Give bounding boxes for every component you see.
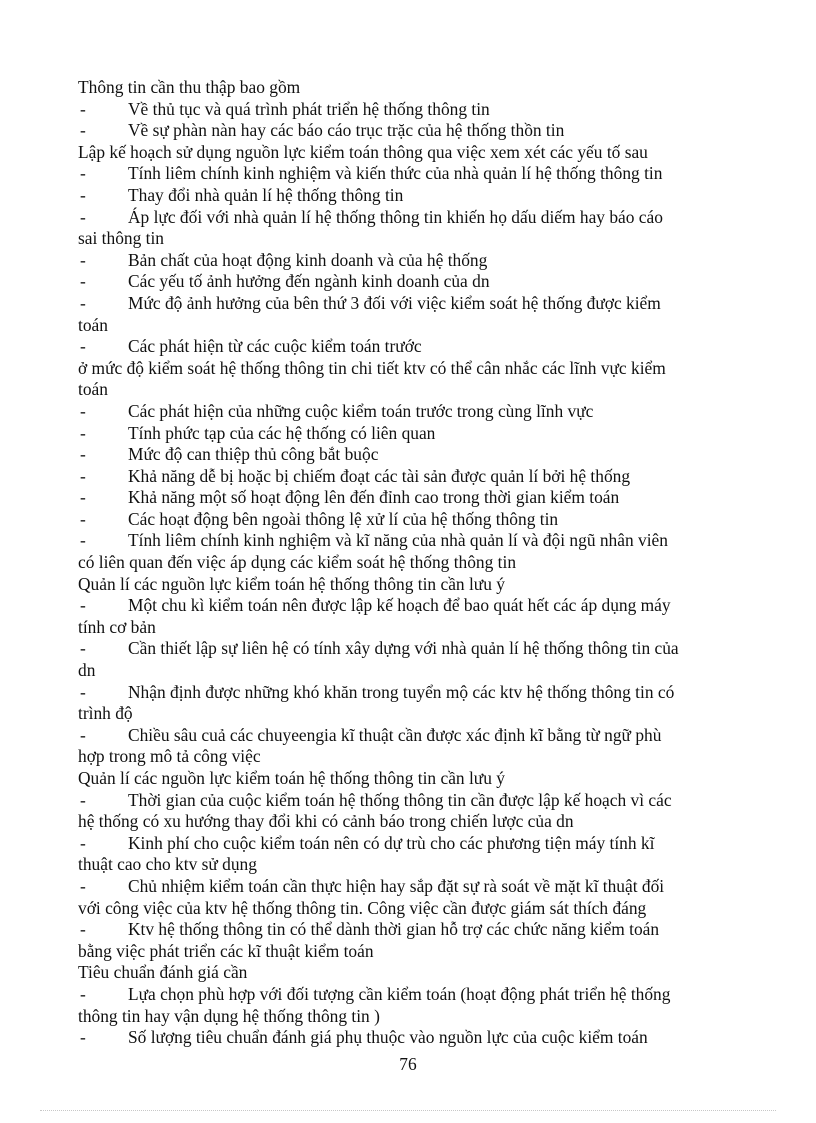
continuation-line: thông tin hay vận dụng hệ thống thông tin ) <box>78 1005 380 1026</box>
bullet-dash: - <box>80 983 86 1004</box>
paragraph-line: Lập kế hoạch sử dụng nguồn lực kiểm toán thông qua việc xem xét các yếu tố sau <box>78 141 648 162</box>
bullet-item <box>78 120 738 142</box>
bullet-item <box>78 207 738 229</box>
bullet-dash: - <box>80 638 86 659</box>
bullet-dash: - <box>80 98 86 119</box>
bullet-item <box>78 509 738 531</box>
bullet-dash: - <box>80 681 86 702</box>
bullet-text: Một chu kì kiểm toán nên được lập kế hoạch để bao quát hết các áp dụng máy <box>128 595 671 616</box>
paragraph-line: Quản lí các nguồn lực kiểm toán hệ thống thông tin cần lưu ý <box>78 768 505 788</box>
continuation-line: với công việc của ktv hệ thống thông tin. Công việc cần được giám sát thích đáng <box>78 897 647 918</box>
bullet-dash: - <box>80 120 86 141</box>
bullet-dash: - <box>80 919 86 940</box>
bullet-item <box>78 919 738 941</box>
bullet-item <box>78 530 738 552</box>
bullet-text: Áp lực đối với nhà quản lí hệ thống thông tin khiến họ dấu diếm hay báo cáo <box>128 206 663 227</box>
continuation-line: trình độ <box>78 703 133 724</box>
bullet-text: Kinh phí cho cuộc kiểm toán nên có dự trù cho các phương tiện máy tính kĩ <box>128 832 655 853</box>
continuation-line: toán <box>78 314 108 335</box>
continuation-line: toán <box>78 379 108 400</box>
paragraph-line: Quản lí các nguồn lực kiểm toán hệ thống thông tin cần lưu ý <box>78 573 505 594</box>
bullet-dash: - <box>80 832 86 853</box>
bullet-dash: - <box>80 444 86 465</box>
bullet-text: Các phát hiện của những cuộc kiểm toán trước trong cùng lĩnh vực <box>128 400 594 421</box>
bullet-text: Tính phức tạp của các hệ thống có liên quan <box>128 422 436 443</box>
page-bottom-divider <box>40 1110 776 1111</box>
bullet-text: Số lượng tiêu chuẩn đánh giá phụ thuộc vào nguồn lực của cuộc kiểm toán <box>128 1027 648 1048</box>
bullet-item <box>78 271 738 293</box>
bullet-dash: - <box>80 271 86 292</box>
bullet-dash: - <box>80 163 86 184</box>
bullet-text: Khả năng một số hoạt động lên đến đỉnh cao trong thời gian kiểm toán <box>128 487 620 508</box>
bullet-dash: - <box>80 530 86 551</box>
bullet-item <box>78 1027 738 1049</box>
bullet-item <box>78 876 738 898</box>
bullet-text: Bản chất của hoạt động kinh doanh và của hệ thống <box>128 249 488 270</box>
continuation-line: tính cơ bản <box>78 616 156 637</box>
bullet-item <box>78 423 738 445</box>
bullet-item <box>78 682 738 704</box>
bullet-text: Mức độ can thiệp thủ công bắt buộc <box>128 444 379 465</box>
bullet-text: Nhận định được những khó khăn trong tuyển mộ các ktv hệ thống thông tin có <box>128 681 675 702</box>
bullet-text: Các yếu tố ảnh hưởng đến ngành kinh doanh của dn <box>128 271 490 292</box>
bullet-dash: - <box>80 487 86 508</box>
continuation-line: dn <box>78 660 96 681</box>
bullet-text: Chiều sâu cuả các chuyeengia kĩ thuật cần được xác định kĩ bằng từ ngữ phù <box>128 724 662 745</box>
bullet-text: Khả năng dễ bị hoặc bị chiếm đoạt các tài sản được quản lí bởi hệ thống <box>128 465 631 486</box>
bullet-text: Về thủ tục và quá trình phát triển hệ thống thông tin <box>128 98 490 119</box>
bullet-text: Lựa chọn phù hợp với đối tượng cần kiểm toán (hoạt động phát triển hệ thống <box>128 983 671 1004</box>
bullet-text: Thay đổi nhà quản lí hệ thống thông tin <box>128 184 404 205</box>
continuation-line: bằng việc phát triển các kĩ thuật kiểm toán <box>78 940 374 961</box>
continuation-line: có liên quan đến việc áp dụng các kiểm soát hệ thống thông tin <box>78 552 517 573</box>
bullet-item <box>78 250 738 272</box>
bullet-text: Ktv hệ thống thông tin có thể dành thời gian hỗ trợ các chức năng kiểm toán <box>128 919 660 940</box>
paragraph-line: Thông tin cần thu thập bao gồm <box>78 77 301 97</box>
bullet-text: Thời gian của cuộc kiểm toán hệ thống thông tin cần được lập kế hoạch vì các <box>128 789 672 810</box>
bullet-item <box>78 336 738 358</box>
bullet-item <box>78 163 738 185</box>
bullet-dash: - <box>80 789 86 810</box>
bullet-text: Tính liêm chính kinh nghiệm và kiến thức của nhà quản lí hệ thống thông tin <box>128 163 663 184</box>
page-number: 76 <box>399 1054 417 1074</box>
bullet-dash: - <box>80 875 86 896</box>
bullet-dash: - <box>80 184 86 205</box>
bullet-item <box>78 595 738 617</box>
bullet-dash: - <box>80 724 86 745</box>
bullet-item <box>78 487 738 509</box>
bullet-item <box>78 293 738 315</box>
bullet-dash: - <box>80 422 86 443</box>
bullet-item <box>78 725 738 747</box>
bullet-item <box>78 833 738 855</box>
bullet-text: Về sự phàn nàn hay các báo cáo trục trặc của hệ thống thồn tin <box>128 120 565 141</box>
bullet-dash: - <box>80 1027 86 1048</box>
continuation-line: hợp trong mô tả công việc <box>78 746 261 767</box>
bullet-dash: - <box>80 336 86 357</box>
bullet-item <box>78 99 738 121</box>
bullet-item <box>78 466 738 488</box>
continuation-line: thuật cao cho ktv sử dụng <box>78 854 257 875</box>
bullet-text: Các phát hiện từ các cuộc kiểm toán trước <box>128 336 422 357</box>
bullet-dash: - <box>80 465 86 486</box>
bullet-text: Chủ nhiệm kiểm toán cần thực hiện hay sắp đặt sự rà soát về mặt kĩ thuật đối <box>128 875 665 896</box>
bullet-dash: - <box>80 249 86 270</box>
bullet-item <box>78 401 738 423</box>
bullet-item <box>78 984 738 1006</box>
bullet-item <box>78 444 738 466</box>
paragraph-line: ở mức độ kiểm soát hệ thống thông tin chi tiết ktv có thể cân nhắc các lĩnh vực kiểm <box>78 357 666 378</box>
bullet-dash: - <box>80 508 86 529</box>
document-body <box>78 77 738 1049</box>
continuation-line: sai thông tin <box>78 228 164 249</box>
bullet-dash: - <box>80 595 86 616</box>
bullet-text: Cần thiết lập sự liên hệ có tính xây dựng với nhà quản lí hệ thống thông tin của <box>128 638 679 659</box>
bullet-text: Mức độ ảnh hưởng của bên thứ 3 đối với việc kiểm soát hệ thống được kiểm <box>128 292 661 313</box>
bullet-item <box>78 790 738 812</box>
bullet-item <box>78 638 738 660</box>
bullet-text: Tính liêm chính kinh nghiệm và kĩ năng của nhà quản lí và đội ngũ nhân viên <box>128 530 668 551</box>
paragraph-line: Tiêu chuẩn đánh giá cần <box>78 962 248 983</box>
continuation-line: hệ thống có xu hướng thay đổi khi có cảnh báo trong chiến lược của dn <box>78 811 574 832</box>
bullet-text: Các hoạt động bên ngoài thông lệ xử lí của hệ thống thông tin <box>128 508 559 529</box>
bullet-dash: - <box>80 206 86 227</box>
bullet-dash: - <box>80 292 86 313</box>
bullet-item <box>78 185 738 207</box>
bullet-dash: - <box>80 400 86 421</box>
